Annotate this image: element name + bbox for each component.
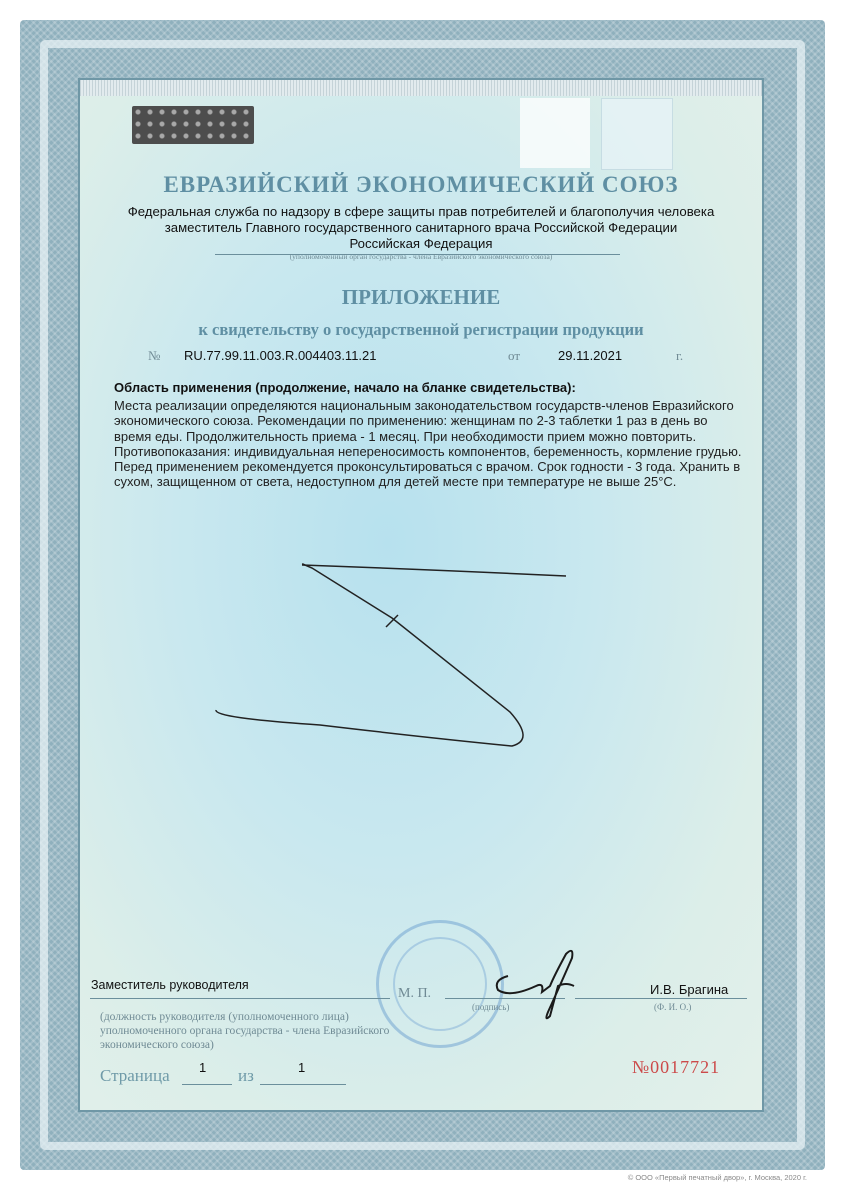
name-line	[575, 998, 747, 999]
form-serial-number: №0017721	[632, 1057, 721, 1077]
authority-line: заместитель Главного государственного санитарного врача Российской Федерации	[164, 220, 678, 235]
page-number: 1	[199, 1060, 207, 1075]
hologram-icon	[132, 106, 254, 144]
fio-caption: (Ф. И. О.)	[654, 1002, 692, 1012]
position-line	[90, 998, 390, 999]
printer-credit: © ООО «Первый печатный двор», г. Москва, 2020 г.	[627, 1173, 807, 1182]
authority-caption: (уполномоченный орган государства - члена Евразийского экономического союза)	[289, 252, 553, 261]
number-sign-label: №	[148, 348, 161, 363]
registration-row	[80, 348, 762, 366]
seal-place-label: М. П.	[398, 986, 432, 1001]
scope-body: Места реализации определяются национальным законодательством государств-членов Евразийского экономического союза. Рекомендации по применению: женщинам по 2-3 таблетки 1 раз в день во время еды. Продолжительность приема - 1 месяц. При необходимости прием можно повторить. Противопоказания: индивидуальная непереносимость компонентов, беременность, кормление грудью. Перед применением рекомендуется проконсультироваться с врачом. Срок годности - 3 года. Хранить в сухом, защищенном от света, недоступном для детей месте при температуре не выше 25°С.	[114, 398, 742, 490]
page-label: Страница	[100, 1066, 170, 1085]
handwritten-signature	[488, 946, 588, 1026]
blank-field-box	[520, 98, 590, 168]
registration-date: 29.11.2021	[558, 348, 623, 363]
issuing-authority	[80, 204, 762, 252]
pagination	[100, 1060, 400, 1084]
authority-line: Российская Федерация	[349, 236, 493, 251]
scope-heading: Область применения (продолжение, начало на бланке свидетельства):	[114, 380, 576, 395]
registration-number: RU.77.99.11.003.R.004403.11.21	[184, 348, 377, 363]
signature-caption: (подпись)	[472, 1002, 510, 1012]
certificate-annex-sheet	[80, 80, 762, 1110]
signer-name: И.В. Брагина	[650, 982, 729, 997]
of-label: из	[238, 1066, 254, 1085]
union-title: ЕВРАЗИЙСКИЙ ЭКОНОМИЧЕСКИЙ СОЮЗ	[163, 172, 679, 197]
watermark-box	[601, 98, 673, 170]
annex-subtitle: к свидетельству о государственной регистрации продукции	[198, 320, 644, 339]
year-label: г.	[676, 348, 684, 363]
page-number-line	[182, 1084, 232, 1085]
annex-title: ПРИЛОЖЕНИЕ	[341, 285, 501, 309]
signer-position: Заместитель руководителя	[91, 978, 249, 992]
authority-line: Федеральная служба по надзору в сфере защиты прав потребителей и благополучия человека	[127, 204, 715, 219]
page-total: 1	[298, 1060, 306, 1075]
from-label: от	[508, 348, 521, 363]
page-total-line	[260, 1084, 346, 1085]
security-strip	[80, 80, 762, 96]
position-caption: (должность руководителя (уполномоченного лица) уполномоченного органа государства - члена Евразийского экономического союза)	[100, 1011, 390, 1051]
